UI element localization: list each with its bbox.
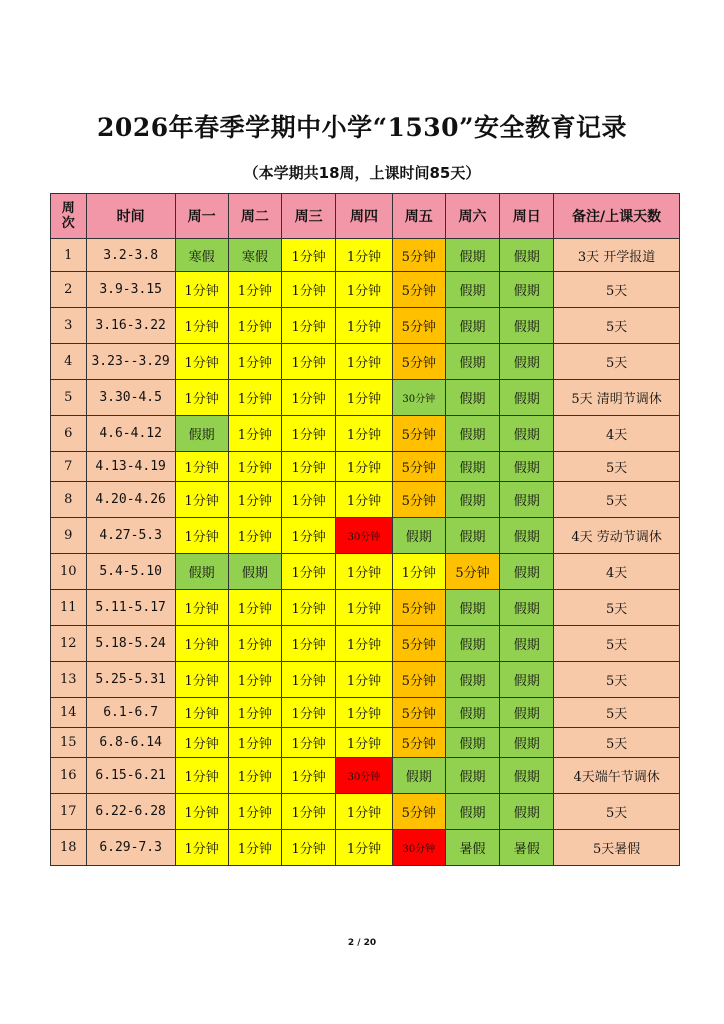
day-cell-wednesday: 1分钟 xyxy=(282,239,336,272)
day-cell-saturday: 假期 xyxy=(445,308,500,344)
week-number-cell: 13 xyxy=(51,662,87,698)
day-cell-wednesday: 1分钟 xyxy=(282,380,336,416)
day-cell-friday: 5分钟 xyxy=(392,794,445,830)
table-row xyxy=(51,344,680,380)
table-row xyxy=(51,626,680,662)
week-number-cell: 4 xyxy=(51,344,87,380)
day-cell-sunday: 暑假 xyxy=(500,830,554,866)
day-cell-wednesday: 1分钟 xyxy=(282,452,336,482)
table-row xyxy=(51,482,680,518)
day-cell-friday: 1分钟 xyxy=(392,554,445,590)
date-range-cell: 4.13-4.19 xyxy=(86,452,175,482)
day-cell-wednesday: 1分钟 xyxy=(282,662,336,698)
day-cell-friday: 5分钟 xyxy=(392,482,445,518)
schedule-table xyxy=(50,193,680,866)
day-cell-monday: 1分钟 xyxy=(175,482,228,518)
table-row xyxy=(51,662,680,698)
day-cell-wednesday: 1分钟 xyxy=(282,830,336,866)
day-cell-monday: 1分钟 xyxy=(175,380,228,416)
day-cell-tuesday: 寒假 xyxy=(228,239,282,272)
day-cell-monday: 1分钟 xyxy=(175,452,228,482)
note-cell: 5天 xyxy=(554,728,680,758)
note-cell: 5天 xyxy=(554,308,680,344)
day-cell-monday: 1分钟 xyxy=(175,272,228,308)
note-cell: 5天 xyxy=(554,272,680,308)
day-cell-thursday: 1分钟 xyxy=(336,272,393,308)
header-week: 周 次 xyxy=(51,194,87,239)
day-cell-thursday: 30分钟 xyxy=(336,758,393,794)
day-cell-monday: 1分钟 xyxy=(175,344,228,380)
note-cell: 4天 劳动节调休 xyxy=(554,518,680,554)
day-cell-saturday: 假期 xyxy=(445,416,500,452)
day-cell-friday: 5分钟 xyxy=(392,308,445,344)
table-row xyxy=(51,416,680,452)
day-cell-sunday: 假期 xyxy=(500,794,554,830)
day-cell-wednesday: 1分钟 xyxy=(282,308,336,344)
header-date: 时间 xyxy=(86,194,175,239)
week-number-cell: 5 xyxy=(51,380,87,416)
day-cell-tuesday: 1分钟 xyxy=(228,344,282,380)
day-cell-sunday: 假期 xyxy=(500,698,554,728)
date-range-cell: 3.9-3.15 xyxy=(86,272,175,308)
date-range-cell: 5.11-5.17 xyxy=(86,590,175,626)
table-row xyxy=(51,794,680,830)
day-cell-thursday: 1分钟 xyxy=(336,554,393,590)
day-cell-monday: 1分钟 xyxy=(175,662,228,698)
note-cell: 5天 xyxy=(554,482,680,518)
day-cell-wednesday: 1分钟 xyxy=(282,416,336,452)
day-cell-friday: 假期 xyxy=(392,758,445,794)
day-cell-tuesday: 1分钟 xyxy=(228,308,282,344)
day-cell-tuesday: 1分钟 xyxy=(228,758,282,794)
table-header-row xyxy=(51,194,680,239)
day-cell-thursday: 1分钟 xyxy=(336,239,393,272)
day-cell-thursday: 1分钟 xyxy=(336,698,393,728)
day-cell-tuesday: 1分钟 xyxy=(228,662,282,698)
day-cell-saturday: 暑假 xyxy=(445,830,500,866)
day-cell-friday: 5分钟 xyxy=(392,239,445,272)
day-cell-sunday: 假期 xyxy=(500,380,554,416)
note-cell: 5天 xyxy=(554,662,680,698)
day-cell-tuesday: 假期 xyxy=(228,554,282,590)
table-row xyxy=(51,380,680,416)
day-cell-tuesday: 1分钟 xyxy=(228,830,282,866)
table-body xyxy=(51,239,680,866)
day-cell-friday: 5分钟 xyxy=(392,662,445,698)
week-number-cell: 15 xyxy=(51,728,87,758)
date-range-cell: 3.30-4.5 xyxy=(86,380,175,416)
day-cell-monday: 1分钟 xyxy=(175,728,228,758)
day-cell-sunday: 假期 xyxy=(500,590,554,626)
header-tuesday: 周二 xyxy=(228,194,282,239)
day-cell-wednesday: 1分钟 xyxy=(282,758,336,794)
day-cell-friday: 5分钟 xyxy=(392,590,445,626)
date-range-cell: 4.6-4.12 xyxy=(86,416,175,452)
date-range-cell: 3.2-3.8 xyxy=(86,239,175,272)
day-cell-sunday: 假期 xyxy=(500,308,554,344)
header-thursday: 周四 xyxy=(336,194,393,239)
day-cell-monday: 1分钟 xyxy=(175,626,228,662)
note-cell: 3天 开学报道 xyxy=(554,239,680,272)
day-cell-saturday: 假期 xyxy=(445,758,500,794)
day-cell-wednesday: 1分钟 xyxy=(282,728,336,758)
day-cell-thursday: 1分钟 xyxy=(336,626,393,662)
day-cell-sunday: 假期 xyxy=(500,518,554,554)
note-cell: 5天 xyxy=(554,590,680,626)
document-title: 2026年春季学期中小学“1530”安全教育记录 xyxy=(97,113,627,142)
day-cell-saturday: 假期 xyxy=(445,590,500,626)
day-cell-friday: 5分钟 xyxy=(392,272,445,308)
day-cell-tuesday: 1分钟 xyxy=(228,416,282,452)
day-cell-saturday: 假期 xyxy=(445,482,500,518)
week-number-cell: 2 xyxy=(51,272,87,308)
day-cell-saturday: 假期 xyxy=(445,698,500,728)
date-range-cell: 3.16-3.22 xyxy=(86,308,175,344)
table-row xyxy=(51,728,680,758)
day-cell-thursday: 1分钟 xyxy=(336,830,393,866)
day-cell-tuesday: 1分钟 xyxy=(228,452,282,482)
table-row xyxy=(51,698,680,728)
table-row xyxy=(51,554,680,590)
week-number-cell: 1 xyxy=(51,239,87,272)
day-cell-saturday: 5分钟 xyxy=(445,554,500,590)
date-range-cell: 3.23--3.29 xyxy=(86,344,175,380)
day-cell-thursday: 1分钟 xyxy=(336,416,393,452)
day-cell-sunday: 假期 xyxy=(500,239,554,272)
day-cell-wednesday: 1分钟 xyxy=(282,794,336,830)
day-cell-saturday: 假期 xyxy=(445,626,500,662)
day-cell-tuesday: 1分钟 xyxy=(228,626,282,662)
day-cell-wednesday: 1分钟 xyxy=(282,482,336,518)
day-cell-sunday: 假期 xyxy=(500,452,554,482)
week-number-cell: 10 xyxy=(51,554,87,590)
header-monday: 周一 xyxy=(175,194,228,239)
day-cell-tuesday: 1分钟 xyxy=(228,698,282,728)
note-cell: 5天 xyxy=(554,344,680,380)
day-cell-thursday: 1分钟 xyxy=(336,380,393,416)
day-cell-saturday: 假期 xyxy=(445,662,500,698)
day-cell-sunday: 假期 xyxy=(500,728,554,758)
note-cell: 4天端午节调休 xyxy=(554,758,680,794)
day-cell-tuesday: 1分钟 xyxy=(228,518,282,554)
week-number-cell: 3 xyxy=(51,308,87,344)
week-number-cell: 9 xyxy=(51,518,87,554)
day-cell-tuesday: 1分钟 xyxy=(228,482,282,518)
day-cell-tuesday: 1分钟 xyxy=(228,590,282,626)
week-number-cell: 6 xyxy=(51,416,87,452)
note-cell: 5天 xyxy=(554,794,680,830)
page-number: 2 / 20 xyxy=(347,938,377,948)
day-cell-friday: 5分钟 xyxy=(392,728,445,758)
day-cell-tuesday: 1分钟 xyxy=(228,272,282,308)
note-cell: 5天 xyxy=(554,626,680,662)
note-cell: 4天 xyxy=(554,416,680,452)
day-cell-saturday: 假期 xyxy=(445,794,500,830)
week-number-cell: 11 xyxy=(51,590,87,626)
day-cell-friday: 30分钟 xyxy=(392,830,445,866)
day-cell-wednesday: 1分钟 xyxy=(282,344,336,380)
day-cell-thursday: 1分钟 xyxy=(336,794,393,830)
day-cell-saturday: 假期 xyxy=(445,728,500,758)
day-cell-wednesday: 1分钟 xyxy=(282,272,336,308)
day-cell-thursday: 30分钟 xyxy=(336,518,393,554)
day-cell-sunday: 假期 xyxy=(500,416,554,452)
date-range-cell: 6.22-6.28 xyxy=(86,794,175,830)
day-cell-thursday: 1分钟 xyxy=(336,728,393,758)
date-range-cell: 4.27-5.3 xyxy=(86,518,175,554)
day-cell-friday: 5分钟 xyxy=(392,416,445,452)
day-cell-tuesday: 1分钟 xyxy=(228,380,282,416)
note-cell: 5天 xyxy=(554,452,680,482)
day-cell-friday: 5分钟 xyxy=(392,452,445,482)
day-cell-monday: 寒假 xyxy=(175,239,228,272)
day-cell-monday: 1分钟 xyxy=(175,794,228,830)
day-cell-thursday: 1分钟 xyxy=(336,482,393,518)
week-number-cell: 8 xyxy=(51,482,87,518)
week-number-cell: 12 xyxy=(51,626,87,662)
note-cell: 5天 xyxy=(554,698,680,728)
table-row xyxy=(51,308,680,344)
day-cell-sunday: 假期 xyxy=(500,554,554,590)
date-range-cell: 4.20-4.26 xyxy=(86,482,175,518)
day-cell-monday: 假期 xyxy=(175,416,228,452)
day-cell-wednesday: 1分钟 xyxy=(282,590,336,626)
day-cell-monday: 1分钟 xyxy=(175,698,228,728)
table-row xyxy=(51,518,680,554)
day-cell-tuesday: 1分钟 xyxy=(228,728,282,758)
table-row xyxy=(51,272,680,308)
date-range-cell: 6.8-6.14 xyxy=(86,728,175,758)
day-cell-monday: 1分钟 xyxy=(175,590,228,626)
header-wednesday: 周三 xyxy=(282,194,336,239)
day-cell-sunday: 假期 xyxy=(500,272,554,308)
table-row xyxy=(51,830,680,866)
day-cell-friday: 假期 xyxy=(392,518,445,554)
date-range-cell: 5.25-5.31 xyxy=(86,662,175,698)
day-cell-tuesday: 1分钟 xyxy=(228,794,282,830)
date-range-cell: 6.29-7.3 xyxy=(86,830,175,866)
note-cell: 5天 清明节调休 xyxy=(554,380,680,416)
day-cell-thursday: 1分钟 xyxy=(336,344,393,380)
note-cell: 4天 xyxy=(554,554,680,590)
week-number-cell: 16 xyxy=(51,758,87,794)
date-range-cell: 5.18-5.24 xyxy=(86,626,175,662)
header-saturday: 周六 xyxy=(445,194,500,239)
day-cell-friday: 30分钟 xyxy=(392,380,445,416)
day-cell-monday: 1分钟 xyxy=(175,308,228,344)
week-number-cell: 17 xyxy=(51,794,87,830)
day-cell-saturday: 假期 xyxy=(445,272,500,308)
day-cell-saturday: 假期 xyxy=(445,452,500,482)
day-cell-saturday: 假期 xyxy=(445,380,500,416)
table-row xyxy=(51,452,680,482)
day-cell-saturday: 假期 xyxy=(445,518,500,554)
day-cell-sunday: 假期 xyxy=(500,758,554,794)
day-cell-thursday: 1分钟 xyxy=(336,308,393,344)
table-row xyxy=(51,239,680,272)
week-number-cell: 7 xyxy=(51,452,87,482)
day-cell-wednesday: 1分钟 xyxy=(282,554,336,590)
day-cell-saturday: 假期 xyxy=(445,344,500,380)
week-number-cell: 14 xyxy=(51,698,87,728)
day-cell-monday: 假期 xyxy=(175,554,228,590)
day-cell-monday: 1分钟 xyxy=(175,758,228,794)
day-cell-monday: 1分钟 xyxy=(175,830,228,866)
day-cell-wednesday: 1分钟 xyxy=(282,626,336,662)
day-cell-wednesday: 1分钟 xyxy=(282,518,336,554)
document-subtitle: （本学期共18周，上课时间85天） xyxy=(243,164,481,182)
header-friday: 周五 xyxy=(392,194,445,239)
day-cell-friday: 5分钟 xyxy=(392,698,445,728)
header-notes: 备注/上课天数 xyxy=(554,194,680,239)
day-cell-saturday: 假期 xyxy=(445,239,500,272)
day-cell-sunday: 假期 xyxy=(500,626,554,662)
day-cell-thursday: 1分钟 xyxy=(336,590,393,626)
table-row xyxy=(51,758,680,794)
note-cell: 5天暑假 xyxy=(554,830,680,866)
date-range-cell: 6.1-6.7 xyxy=(86,698,175,728)
day-cell-wednesday: 1分钟 xyxy=(282,698,336,728)
date-range-cell: 6.15-6.21 xyxy=(86,758,175,794)
day-cell-monday: 1分钟 xyxy=(175,518,228,554)
table-row xyxy=(51,590,680,626)
day-cell-sunday: 假期 xyxy=(500,482,554,518)
date-range-cell: 5.4-5.10 xyxy=(86,554,175,590)
day-cell-sunday: 假期 xyxy=(500,344,554,380)
day-cell-friday: 5分钟 xyxy=(392,626,445,662)
week-number-cell: 18 xyxy=(51,830,87,866)
header-sunday: 周日 xyxy=(500,194,554,239)
day-cell-friday: 5分钟 xyxy=(392,344,445,380)
day-cell-thursday: 1分钟 xyxy=(336,662,393,698)
day-cell-sunday: 假期 xyxy=(500,662,554,698)
day-cell-thursday: 1分钟 xyxy=(336,452,393,482)
